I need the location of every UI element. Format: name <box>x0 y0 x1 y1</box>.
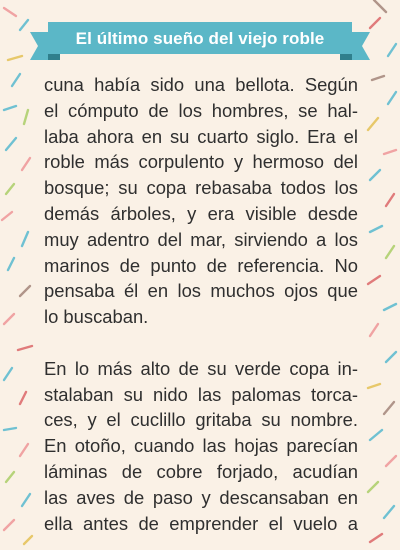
text-line: las aves de paso y descansaban en <box>44 486 358 508</box>
text-line: muy adentro del mar, sirviendo a los <box>44 228 358 250</box>
text-line: En otoño, cuando las hojas parecían <box>44 435 358 457</box>
paragraph-1 <box>44 72 358 330</box>
text-line: lo buscaban. <box>44 306 149 328</box>
paragraph-gap <box>44 330 358 356</box>
text-line: pensaba él en los muchos ojos que <box>44 280 358 302</box>
text-line: ella antes de emprender el vuelo a <box>44 512 358 534</box>
text-line: el cómputo de los hombres, se hal- <box>44 99 358 121</box>
title-banner <box>30 18 370 62</box>
text-line: cuna había sido una bellota. Según <box>44 74 358 95</box>
text-line: demás árboles, y era visible desde <box>44 202 358 224</box>
text-line: láminas de cobre forjado, acudían <box>44 460 358 482</box>
text-line: laba ahora en su cuarto siglo. Era el <box>44 125 358 147</box>
text-line: marinos de punto de referencia. No <box>44 254 358 276</box>
text-line: bosque; su copa rebasaba todos los <box>44 177 358 199</box>
text-line: En lo más alto de su verde copa in- <box>44 357 358 379</box>
story-title: El último sueño del viejo roble <box>75 29 325 48</box>
text-line: roble más corpulento y hermoso del <box>44 151 358 173</box>
story-text <box>44 72 358 536</box>
paragraph-2 <box>44 356 358 537</box>
text-line: ces, y el cuclillo gritaba su nombre. <box>44 409 358 431</box>
text-line: stalaban su nido las palomas torca- <box>44 383 358 405</box>
